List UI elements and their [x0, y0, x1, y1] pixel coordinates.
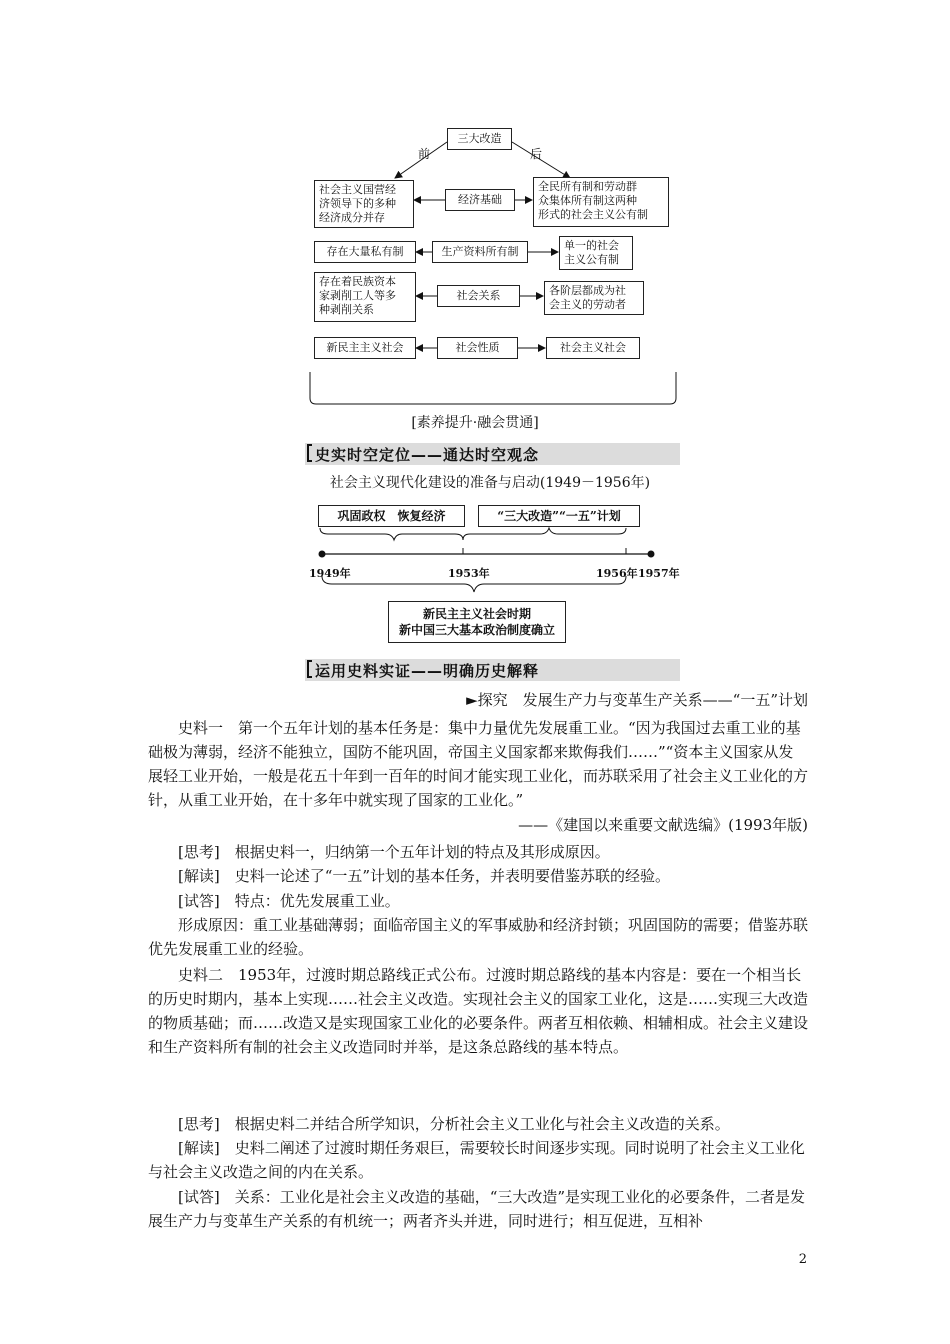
diagram-row4-right: 社会主义社会 [546, 337, 640, 359]
explore-heading: ►探究 发展生产力与变革生产关系——“一五”计划 [466, 691, 808, 709]
diagram-row2-left: 存在大量私有制 [314, 241, 416, 263]
timeline-year-1949: 1949年 [309, 567, 351, 580]
timeline-year-1956: 1956年 [596, 567, 638, 580]
source-1-text: 史料一 第一个五年计划的基本任务是：集中力量优先发展重工业。“因为我国过去重工业的基础极为薄弱，经济不能独立，国防不能巩固，帝国主义国家都来欺侮我们……”“资本主义国家从发展轻工业开始，一般是花五十年到一百年的时间才能实现工业化，而苏联采用了社会主义工业化的方针，从重工业开始，在十多年中就实现了国家的工业化。” [148, 719, 809, 809]
think-1: [思考] 根据史料一，归纳第一个五年计划的特点及其形成原因。 [178, 843, 610, 861]
section-title: 史实时空定位——通达时空观念 [315, 446, 540, 464]
answer-1-reason: 形成原因：重工业基础薄弱；面临帝国主义的军事威胁和经济封锁；巩固国防的需要；借鉴苏联优先发展重工业的经验。 [148, 916, 809, 958]
diagram-row1-right: 全民所有制和劳动群 众集体所有制这两种 形式的社会主义公有制 [533, 177, 669, 227]
interpret-1: [解读] 史料一论述了“一五”计划的基本任务，并表明要借鉴苏联的经验。 [178, 867, 671, 885]
diagram-row1-left: 社会主义国营经 济领导下的多种 经济成分并存 [314, 180, 414, 228]
subheading: [素养提升·融会贯通] [411, 415, 539, 431]
section-header-evidence [305, 659, 680, 681]
answer-2: [试答] 关系：工业化是社会主义改造的基础，“三大改造”是实现工业化的必要条件，二者是发展生产力与变革生产关系的有机统一；两者齐头并进，同时进行；相互促进，互相补 [148, 1188, 806, 1230]
diagram-row2-right: 单一的社会 主义公有制 [559, 236, 633, 270]
diagram-row2-middle: 生产资料所有制 [432, 241, 528, 263]
diagram-before-label: 前 [418, 147, 431, 161]
diagram-top-box: 三大改造 [447, 128, 512, 150]
diagram-after-label: 后 [530, 147, 543, 161]
page-number: 2 [798, 1252, 807, 1267]
interpret-2: [解读] 史料二阐述了过渡时期任务艰巨，需要较长时间逐步实现。同时说明了社会主义工业化与社会主义改造之间的内在关系。 [148, 1139, 805, 1181]
diagram-row3-middle: 社会关系 [437, 285, 520, 307]
timeline-year-1957: 1957年 [638, 567, 680, 580]
diagram-row4-left: 新民主主义社会 [314, 337, 416, 359]
answer-1: [试答] 特点：优先发展重工业。 [178, 892, 400, 910]
timeline-top-right-box: “三大改造”“一五”计划 [478, 505, 640, 527]
source-1-citation: ——《建国以来重要文献选编》(1993年版) [518, 816, 808, 834]
diagram-row1-middle: 经济基础 [445, 189, 515, 211]
timeline-year-1953: 1953年 [448, 567, 490, 580]
section-title: 运用史料实证——明确历史解释 [315, 662, 540, 680]
think-2: [思考] 根据史料二并结合所学知识，分析社会主义工业化与社会主义改造的关系。 [178, 1115, 730, 1133]
timeline-bottom-box: 新民主主义社会时期 新中国三大基本政治制度确立 [388, 601, 566, 643]
diagram-row3-right: 各阶层都成为社 会主义的劳动者 [544, 281, 644, 315]
diagram-row4-middle: 社会性质 [437, 337, 518, 359]
section-header-timespace [305, 443, 680, 465]
source-2-text: 史料二 1953年，过渡时期总路线正式公布。过渡时期总路线的基本内容是：要在一个相当长的历史时期内，基本上实现……社会主义改造。实现社会主义的国家工业化，这是……实现三大改造的物质基础；而……改造又是实现国家工业化的必要条件。两者互相依赖、相辅相成。社会主义建设和生产资料所有制的社会主义改造同时并举，是这条总路线的基本特点。 [148, 966, 809, 1056]
bracket-left-icon [307, 660, 312, 678]
timeline-title: 社会主义现代化建设的准备与启动(1949－1956年) [329, 475, 651, 491]
timeline-top-left-box: 巩固政权 恢复经济 [318, 505, 465, 527]
diagram-row3-left: 存在着民族资本 家剥削工人等多 种剥削关系 [314, 272, 416, 322]
bracket-left-icon [307, 444, 312, 462]
